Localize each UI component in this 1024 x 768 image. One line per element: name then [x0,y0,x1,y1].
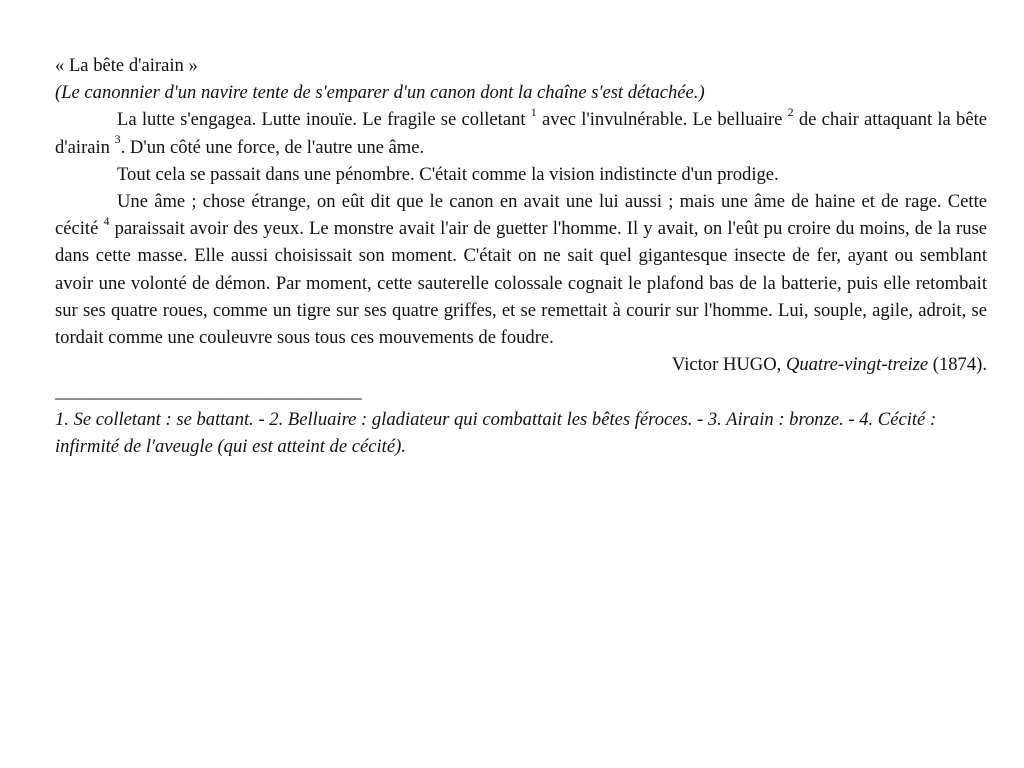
paragraph-1-text-c: de chair attaquant la bête d'airain [55,109,987,158]
signature-year: (1874). [928,354,987,376]
paragraph-2: Tout cela se passait dans une pénombre. C'était comme la vision indistincte d'un prodige. [117,163,779,185]
paragraph-3 [55,188,987,351]
paragraph-3-text-a: Une âme ; chose étrange, on eût dit que le canon en avait une lui aussi ; mais une âme de haine et de rage. Cette cécité [55,191,987,240]
document-title: « La bête d'airain » [55,55,198,76]
signature-author: Victor HUGO, [671,354,786,376]
signature-work: Quatre-vingt-treize [785,354,929,376]
paragraph-1-text-d: . D'un côté une force, de l'autre une âme. [120,136,425,158]
footnote-ref-4: 4 [103,214,110,229]
document-body [55,52,987,460]
footnote-ref-2: 2 [787,105,794,120]
signature [55,351,987,378]
footnotes: 1. Se colletant : se battant. - 2. Belluaire : gladiateur qui combattait les bêtes féroces. - 3. Airain : bronze. - 4. Cécité : infirmité de l'aveugle (qui est atteint de cécité). [55,408,937,457]
paragraph-1 [55,106,987,160]
paragraph-1-text-a: La lutte s'engagea. Lutte inouïe. Le fragile se colletant [117,109,531,131]
document-subtitle: (Le canonnier d'un navire tente de s'emparer d'un canon dont la chaîne s'est détachée.) [55,82,705,104]
footnote-ref-3: 3 [114,132,121,147]
paragraph-1-text-b: avec l'invulnérable. Le belluaire [536,109,788,131]
paragraph-3-text-b: paraissait avoir des yeux. Le monstre avait l'air de guetter l'homme. Il y avait, on l'eût pu croire du moins, de la ruse dans cette masse. Elle aussi choisissait son moment. C'était on ne sait quel gigantesque insecte de fer, ayant ou semblant avoir une volonté de démon. Par moment, cette sauterelle colossale cognait le plafond bas de la batterie, puis elle retombait sur ses quatre roues, comme un tigre sur ses quatre griffes, et se remettait à courir sur l'homme. Lui, souple, agile, adroit, se tordait comme une couleuvre sous tous ces mouvements de foudre. [55,218,987,349]
footnote-separator: _________________________________ [55,381,362,403]
footnote-ref-1: 1 [530,105,537,120]
